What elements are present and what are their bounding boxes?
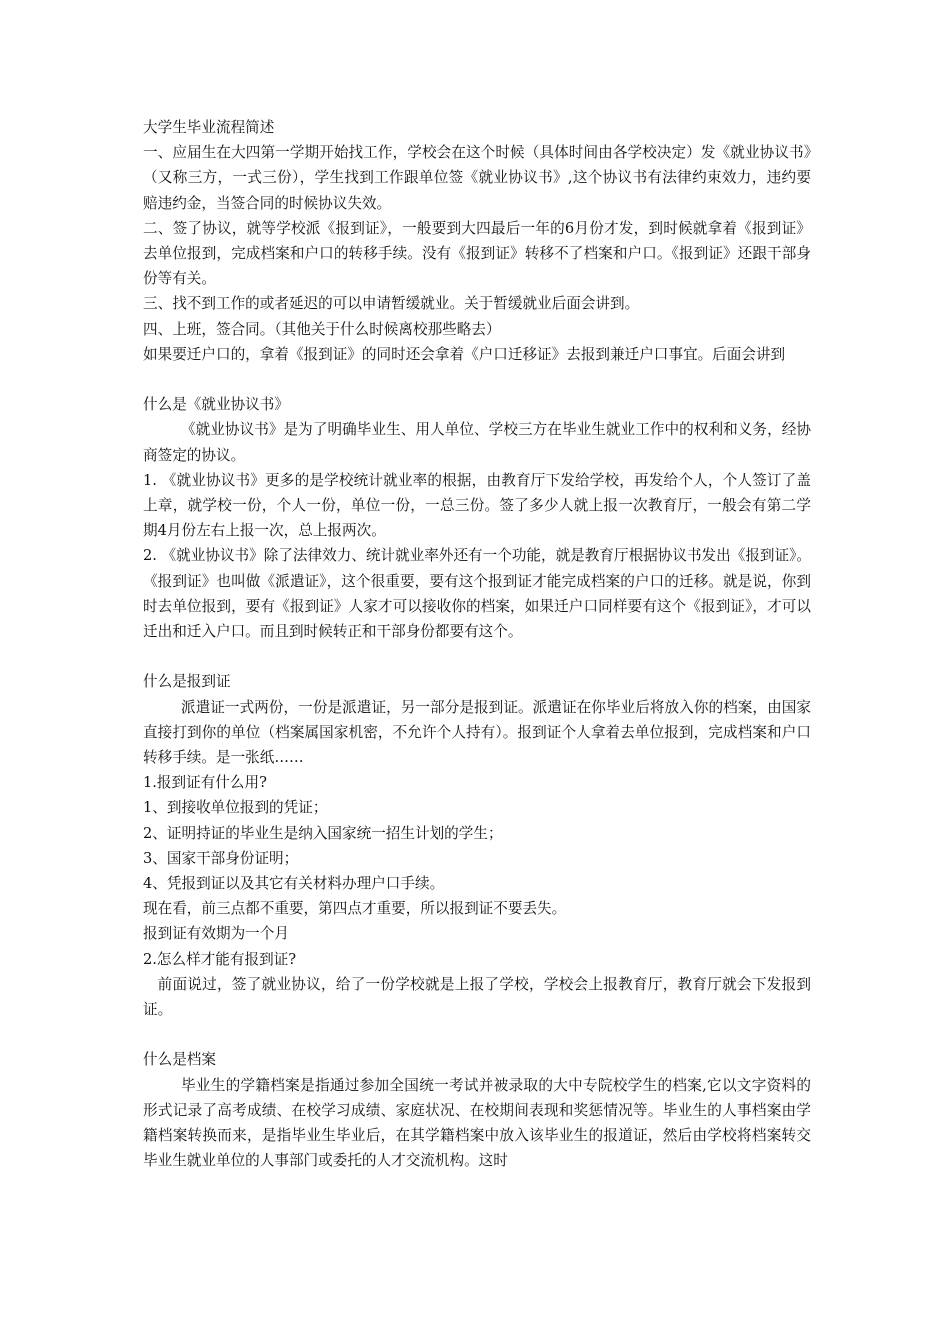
- archive-intro: 毕业生的学籍档案是指通过参加全国统一考试并被录取的大中专院校学生的档案,它以文字资料的形式记录了高考成绩、在校学习成绩、家庭状况、在校期间表现和奖惩情况等。毕业生的人事档案由学籍档案转换而来，是指毕业生毕业后，在其学籍档案中放入该毕业生的报道证，然后由学校将档案转交毕业生就业单位的人事部门或委托的人才交流机构。这时: [143, 1076, 811, 1170]
- report-cert-use-2: 2、证明持证的毕业生是纳入国家统一招生计划的学生；: [143, 824, 503, 842]
- step-note-hukou: 如果要迁户口的，拿着《报到证》的同时还会拿着《户口迁移证》去报到兼迁户口事宜。后面会讲到: [143, 345, 786, 363]
- report-cert-use-4: 4、凭报到证以及其它有关材料办理户口手续。: [143, 875, 445, 893]
- report-cert-answer: 前面说过，签了就业协议，给了一份学校就是上报了学校，学校会上报教育厅，教育厅就会下发报到证。: [143, 975, 811, 1019]
- section-heading-archive: 什么是档案: [143, 1051, 216, 1069]
- blank-line: [143, 644, 811, 669]
- report-cert-intro: 派遣证一式两份，一份是派遣证，另一部分是报到证。派遣证在你毕业后将放入你的档案，由国家直接打到你的单位（档案属国家机密，不允许个人持有）。报到证个人拿着去单位报到，完成档案和户口转移手续。是一张纸……: [143, 698, 811, 767]
- document-page: [143, 115, 811, 1173]
- step-1: 一、应届生在大四第一学期开始找工作，学校会在这个时候（具体时间由各学校决定）发《就业协议书》（又称三方，一式三份），学生找到工作跟单位签《就业协议书》,这个协议书有法律约束效力，违约要赔违约金，当签合同的时候协议失效。: [143, 144, 811, 212]
- step-2: 二、签了协议，就等学校派《报到证》，一般要到大四最后一年的6月份才发，到时候就拿着《报到证》去单位报到，完成档案和户口的转移手续。没有《报到证》转移不了档案和户口。《报到证》还跟干部身份等有关。: [143, 219, 811, 288]
- section-heading-agreement: 什么是《就业协议书》: [143, 396, 289, 414]
- section-heading-report-cert: 什么是报到证: [143, 673, 231, 691]
- report-cert-validity: 报到证有效期为一个月: [143, 925, 289, 943]
- report-cert-question-1: 1.报到证有什么用?: [143, 774, 267, 792]
- step-4: 四、上班，签合同。（其他关于什么时候离校那些略去）: [143, 320, 501, 338]
- blank-line: [143, 1022, 811, 1047]
- agreement-intro: 《就业协议书》是为了明确毕业生、用人单位、学校三方在毕业生就业工作中的权利和义务，经协商签定的协议。: [143, 421, 811, 464]
- step-3: 三、找不到工作的或者延迟的可以申请暂缓就业。关于暂缓就业后面会讲到。: [143, 295, 640, 313]
- agreement-item-2: 2. 《就业协议书》除了法律效力、统计就业率外还有一个功能，就是教育厅根据协议书发出《报到证》。《报到证》也叫做《派遣证》，这个很重要，要有这个报到证才能完成档案的户口的迁移。就是说，你到时去单位报到，要有《报到证》人家才可以接收你的档案，如果迁户口同样要有这个《报到证》，才可以迁出和迁入户口。而且到时候转正和干部身份都要有这个。: [143, 547, 811, 641]
- agreement-item-1: 1. 《就业协议书》更多的是学校统计就业率的根据，由教育厅下发给学校，再发给个人，个人签订了盖上章，就学校一份，个人一份，单位一份，一总三份。签了多少人就上报一次教育厅，一般会有第二学期4月份左右上报一次，总上报两次。: [143, 471, 811, 540]
- report-cert-note: 现在看，前三点都不重要，第四点才重要，所以报到证不要丢失。: [143, 900, 567, 918]
- report-cert-question-2: 2.怎么样才能有报到证?: [143, 950, 297, 968]
- report-cert-use-1: 1、到接收单位报到的凭证；: [143, 799, 328, 817]
- document-title: 大学生毕业流程简述: [143, 119, 275, 136]
- report-cert-use-3: 3、国家干部身份证明；: [143, 849, 299, 867]
- blank-line: [143, 367, 811, 392]
